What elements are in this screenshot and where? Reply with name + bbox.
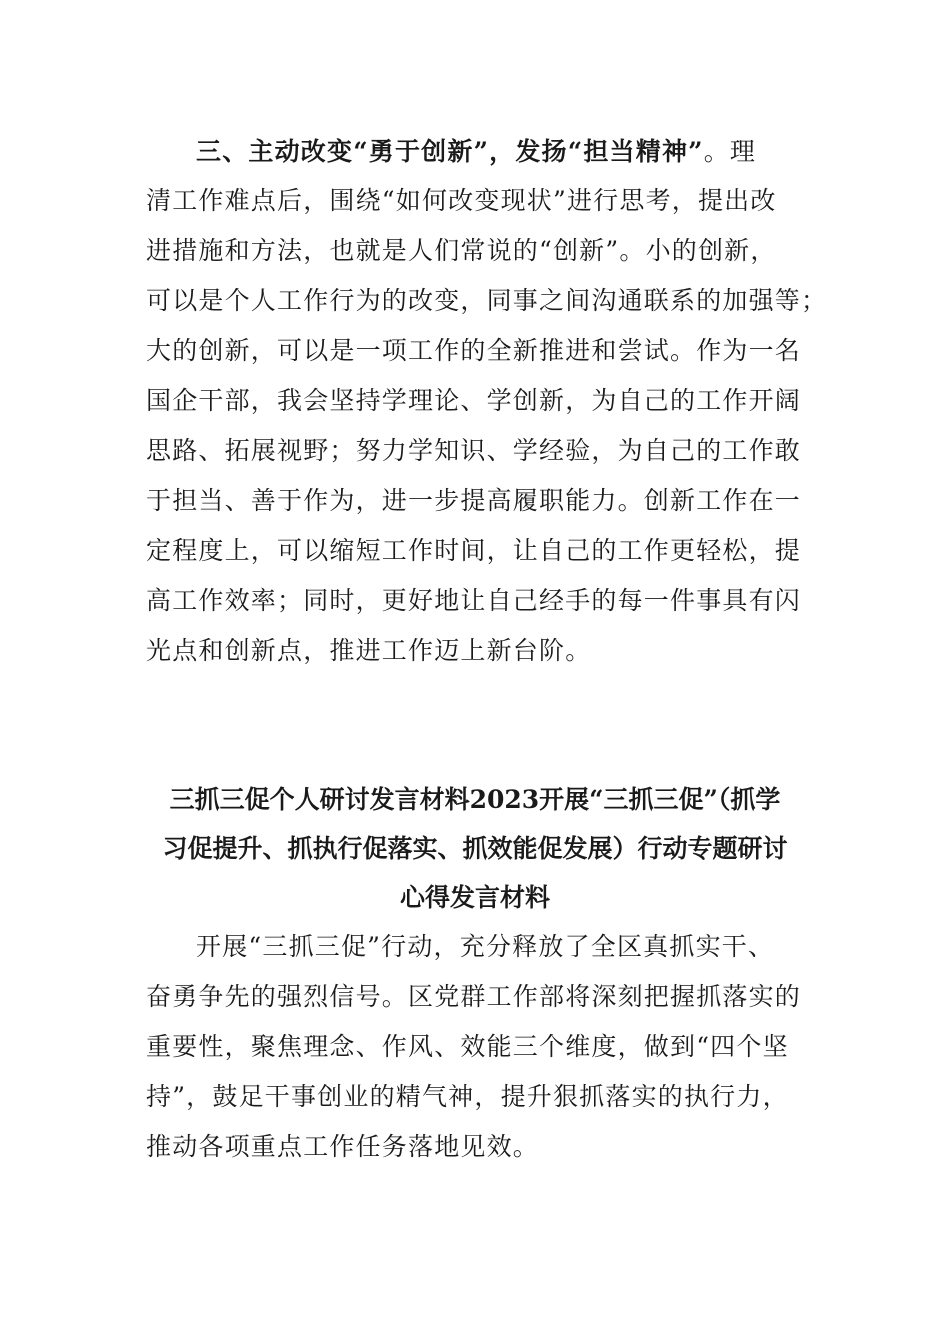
article-title-line: 习促提升、抓执行促落实、抓效能促发展）行动专题研讨 xyxy=(162,834,788,863)
section3-heading: 三、主动改变“勇于创新”，发扬“担当精神” xyxy=(196,137,704,166)
article-body-line: 重要性，聚焦理念、作风、效能三个维度，做到“四个坚 xyxy=(146,1032,789,1061)
section3-line: 大的创新，可以是一项工作的全新推进和尝试。作为一名 xyxy=(146,336,802,365)
section3-line: 国企干部，我会坚持学理论、学创新，为自己的工作开阔 xyxy=(146,386,802,415)
section3-line: 思路、拓展视野；努力学知识、学经验，为自己的工作敢 xyxy=(146,436,802,465)
article-title-line: 三抓三促个人研讨发言材料2023开展“三抓三促”（抓学 xyxy=(169,785,781,814)
article-title-line: 心得发言材料 xyxy=(399,883,550,912)
article-body-line: 推动各项重点工作任务落地见效。 xyxy=(146,1132,540,1161)
article-body-line: 开展“三抓三促”行动，充分释放了全区真抓实干、 xyxy=(196,932,775,961)
section3-line: 于担当、善于作为，进一步提高履职能力。创新工作在一 xyxy=(146,486,802,515)
section3-line: 清工作难点后，围绕“如何改变现状”进行思考，提出改 xyxy=(146,186,777,215)
section3-line: 定程度上，可以缩短工作时间，让自己的工作更轻松，提 xyxy=(146,536,802,565)
section3-line: 进措施和方法，也就是人们常说的“创新”。小的创新， xyxy=(146,236,777,265)
section3-first-line xyxy=(196,137,856,167)
section3-heading-tail: 。理 xyxy=(703,137,757,166)
section3-line: 光点和创新点，推进工作迈上新台阶。 xyxy=(146,636,592,665)
section3-line: 可以是个人工作行为的改变，同事之间沟通联系的加强等； xyxy=(146,286,828,315)
article-body-line: 奋勇争先的强烈信号。区党群工作部将深刻把握抓落实的 xyxy=(146,982,802,1011)
article-body-line: 持”，鼓足干事创业的精气神，提升狠抓落实的执行力， xyxy=(146,1082,789,1111)
section3-line: 高工作效率；同时，更好地让自己经手的每一件事具有闪 xyxy=(146,586,802,615)
